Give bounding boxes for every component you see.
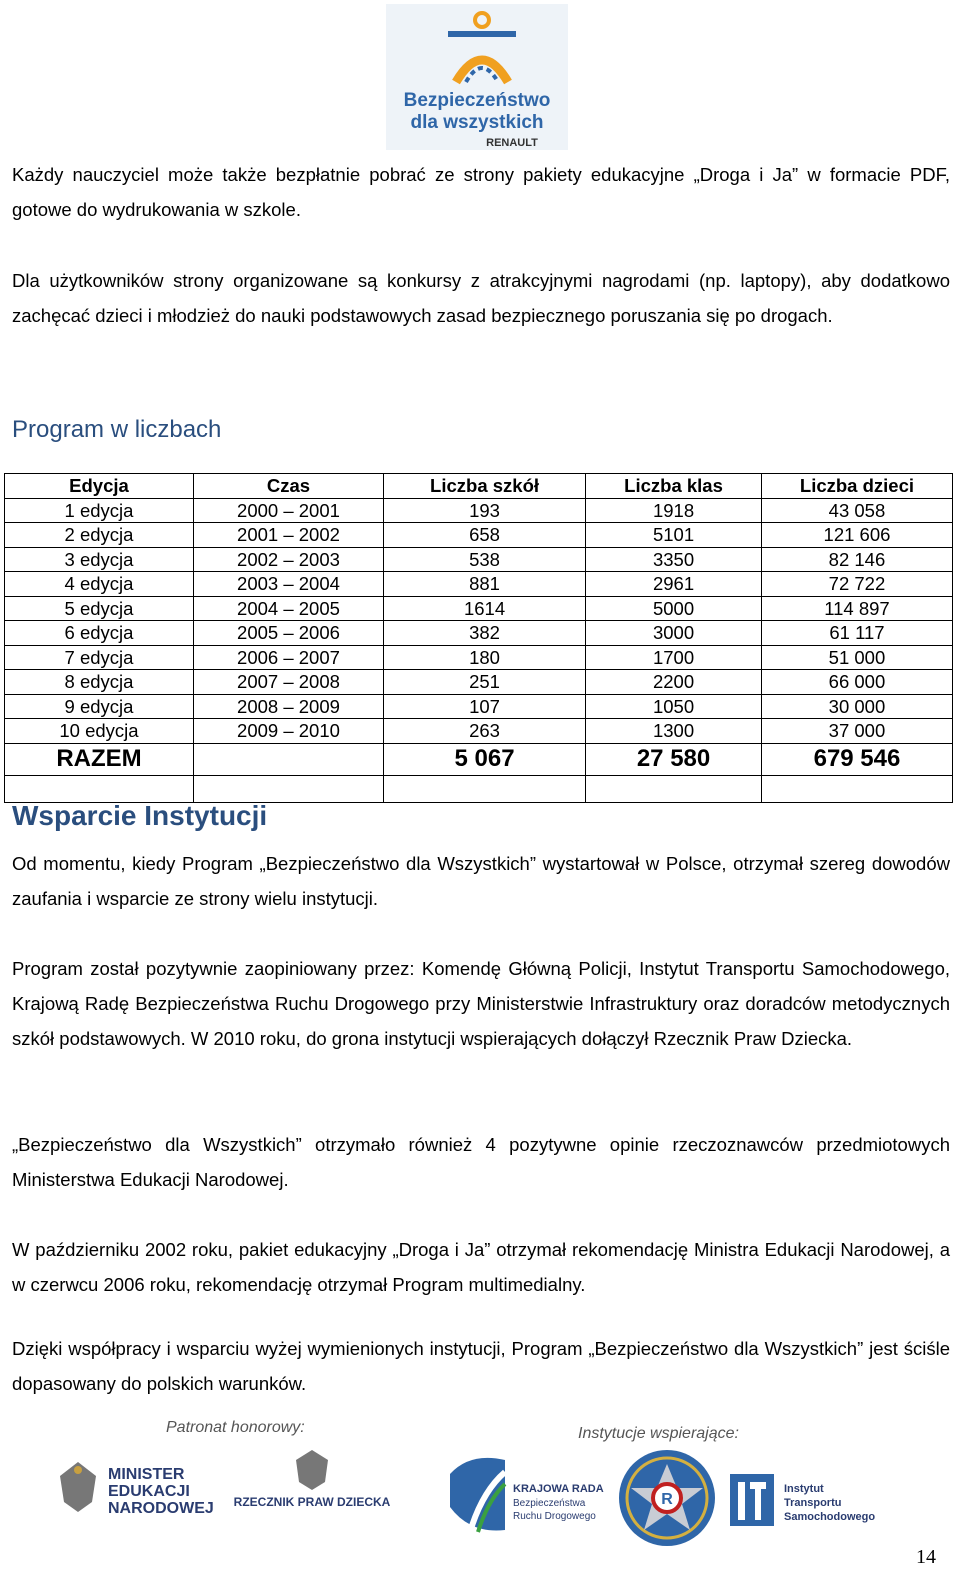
men-line1: MINISTER: [108, 1466, 185, 1483]
table-row: [5, 547, 953, 572]
paragraph-download: Każdy nauczyciel może także bezpłatnie pobrać ze strony pakiety edukacyjne „Droga i Ja” w formacie PDF, gotowe do wydrukowania w szkole.: [12, 164, 950, 220]
statistics-table: [4, 473, 953, 803]
table-cell: 658: [383, 523, 585, 548]
table-cell: 382: [383, 621, 585, 646]
table-cell: 114 897: [761, 596, 952, 621]
table-cell: 66 000: [761, 670, 952, 695]
table-cell: 1700: [586, 645, 762, 670]
header-cell: Edycja: [5, 474, 194, 499]
table-cell: 2961: [586, 572, 762, 597]
total-children: 679 546: [761, 743, 952, 775]
table-cell: 193: [383, 498, 585, 523]
table-cell: 3350: [586, 547, 762, 572]
table-row: [5, 523, 953, 548]
table-cell: 3000: [586, 621, 762, 646]
instytucje-label: Instytucje wspierające:: [578, 1425, 739, 1442]
table-cell: 2004 – 2005: [193, 596, 383, 621]
table-row: [5, 596, 953, 621]
header-cell: Czas: [193, 474, 383, 499]
table-cell: 121 606: [761, 523, 952, 548]
total-cell: [193, 743, 383, 775]
road-logo-icon: [450, 1458, 505, 1532]
table-row: [5, 498, 953, 523]
table-cell: 8 edycja: [5, 670, 194, 695]
table-cell: 5 edycja: [5, 596, 194, 621]
table-cell: 2200: [586, 670, 762, 695]
logo-line1: Bezpieczeństwo: [403, 90, 551, 111]
table-row: [5, 670, 953, 695]
table-row: [5, 719, 953, 744]
table-cell: 107: [383, 694, 585, 719]
table-cell: 82 146: [761, 547, 952, 572]
table-cell: 5000: [586, 596, 762, 621]
paragraph-experts: „Bezpieczeństwo dla Wszystkich” otrzymało również 4 pozytywne opinie rzeczoznawców przedmiotowych Ministerstwa Edukacji Narodowej.: [12, 1134, 950, 1190]
logo-line2: dla wszystkich: [410, 112, 544, 133]
table-cell: 263: [383, 719, 585, 744]
table-cell: 7 edycja: [5, 645, 194, 670]
patronat-label: Patronat honorowy:: [166, 1419, 305, 1436]
table-cell: 10 edycja: [5, 719, 194, 744]
its-line3: Samochodowego: [784, 1511, 876, 1523]
table-row: [5, 645, 953, 670]
table-cell: 538: [383, 547, 585, 572]
table-cell: 2 edycja: [5, 523, 194, 548]
logo-line3: RENAULT: [486, 137, 538, 149]
table-empty-row: [5, 775, 953, 802]
empty-cell: [761, 775, 952, 802]
its-line1: Instytut: [784, 1483, 824, 1495]
table-cell: 43 058: [761, 498, 952, 523]
table-cell: 2007 – 2008: [193, 670, 383, 695]
krbrd-line2: Bezpieczeństwa: [513, 1498, 586, 1509]
table-cell: 2008 – 2009: [193, 694, 383, 719]
total-label: RAZEM: [5, 743, 194, 775]
table-cell: 1 edycja: [5, 498, 194, 523]
table-cell: 2009 – 2010: [193, 719, 383, 744]
header-cell: Liczba dzieci: [761, 474, 952, 499]
table-cell: 30 000: [761, 694, 952, 719]
table-cell: 1300: [586, 719, 762, 744]
police-star-icon: [619, 1450, 715, 1546]
table-cell: 51 000: [761, 645, 952, 670]
header-cell: Liczba szkół: [383, 474, 585, 499]
table-cell: 881: [383, 572, 585, 597]
program-logo: [386, 4, 568, 150]
table-cell: 1918: [586, 498, 762, 523]
total-schools: 5 067: [383, 743, 585, 775]
table-cell: 6 edycja: [5, 621, 194, 646]
table-cell: 1050: [586, 694, 762, 719]
empty-cell: [383, 775, 585, 802]
table-row: [5, 572, 953, 597]
table-cell: 9 edycja: [5, 694, 194, 719]
empty-cell: [5, 775, 194, 802]
table-header-row: [5, 474, 953, 499]
section-heading-program: Program w liczbach: [12, 416, 222, 443]
table-cell: 61 117: [761, 621, 952, 646]
paragraph-contests: Dla użytkowników strony organizowane są konkursy z atrakcyjnymi nagrodami (np. laptopy), aby dodatkowo zachęcać dzieci i młodzież do nauki podstawowych zasad bezpiecznego poruszania się po drogach.: [12, 270, 950, 326]
section-heading-wsparcie: Wsparcie Instytucji: [12, 800, 268, 831]
table-cell: 2003 – 2004: [193, 572, 383, 597]
table-row: [5, 621, 953, 646]
partner-logos: [0, 1412, 960, 1562]
police-badge-letter: R: [661, 1491, 673, 1508]
its-line2: Transportu: [784, 1497, 842, 1509]
table-cell: 3 edycja: [5, 547, 194, 572]
empty-cell: [586, 775, 762, 802]
table-row: [5, 694, 953, 719]
table-cell: 2005 – 2006: [193, 621, 383, 646]
krbrd-line3: Ruchu Drogowego: [513, 1511, 596, 1522]
table-cell: 180: [383, 645, 585, 670]
its-logo-icon: [730, 1474, 774, 1526]
paragraph-cooperation: Dzięki współpracy i wsparciu wyżej wymienionych instytucji, Program „Bezpieczeństwo dla Wszystkich” jest ściśle dopasowany do polskich warunków.: [12, 1338, 950, 1394]
table-cell: 4 edycja: [5, 572, 194, 597]
men-line3: NARODOWEJ: [108, 1500, 214, 1517]
table-total-row: [5, 743, 953, 775]
table-cell: 1614: [383, 596, 585, 621]
table-cell: 2006 – 2007: [193, 645, 383, 670]
paragraph-recommendation: W październiku 2002 roku, pakiet edukacyjny „Droga i Ja” otrzymał rekomendację Ministra Edukacji Narodowej, a w czerwcu 2006 roku, rekomendację otrzymał Program multimedialny.: [12, 1239, 950, 1295]
paragraph-opinions: Program został pozytywnie zaopiniowany przez: Komendę Główną Policji, Instytut Transportu Samochodowego, Krajową Radę Bezpieczeństwa Ruchu Drogowego przy Ministerstwie Infrastruktury oraz doradców metodycznych szkół podstawowych. W 2010 roku, do grona instytucji wspierających dołączył Rzecznik Praw Dziecka.: [12, 958, 950, 1049]
table-cell: 2001 – 2002: [193, 523, 383, 548]
page-number: 14: [916, 1546, 936, 1568]
table-cell: 2000 – 2001: [193, 498, 383, 523]
rpd-emblem-icon: [296, 1450, 328, 1490]
table-cell: 2002 – 2003: [193, 547, 383, 572]
header-cell: Liczba klas: [586, 474, 762, 499]
empty-cell: [193, 775, 383, 802]
table-cell: 72 722: [761, 572, 952, 597]
krbrd-line1: KRAJOWA RADA: [513, 1483, 604, 1495]
paragraph-trust: Od momentu, kiedy Program „Bezpieczeństwo dla Wszystkich” wystartował w Polsce, otrzymał szereg dowodów zaufania i wsparcie ze strony wielu instytucji.: [12, 853, 950, 909]
table-cell: 251: [383, 670, 585, 695]
eagle-emblem-icon: [60, 1462, 96, 1512]
table-cell: 5101: [586, 523, 762, 548]
rpd-label: RZECZNIK PRAW DZIECKA: [233, 1495, 391, 1509]
men-line2: EDUKACJI: [108, 1483, 190, 1500]
table-cell: 37 000: [761, 719, 952, 744]
total-classes: 27 580: [586, 743, 762, 775]
